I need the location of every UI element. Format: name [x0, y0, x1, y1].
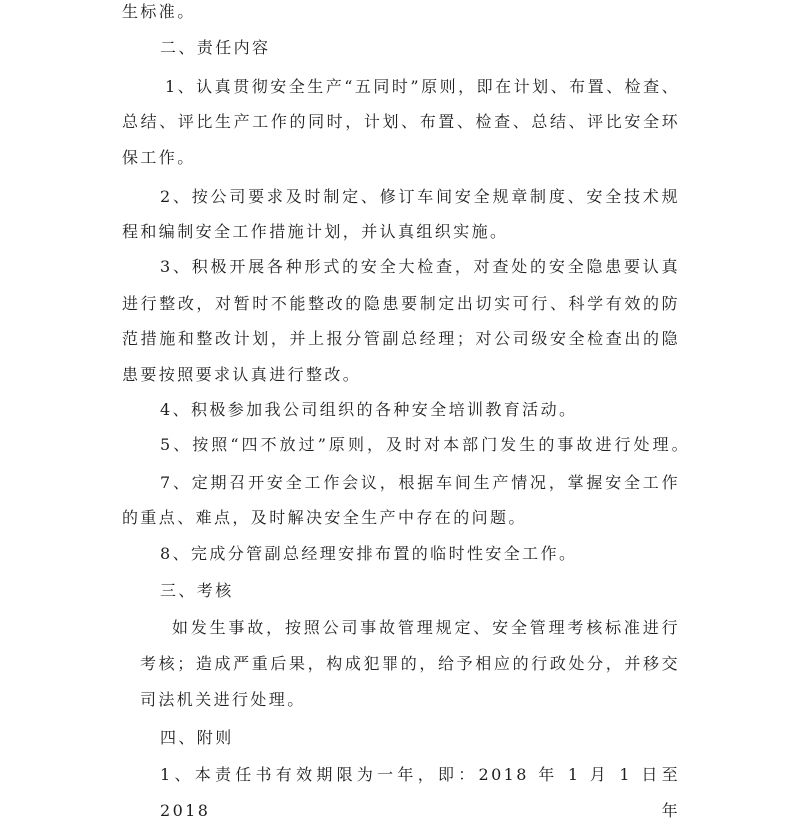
responsibility-item-3-line-1: 3、积极开展各种形式的安全大检查，对查处的安全隐患要认真 — [160, 257, 680, 276]
responsibility-item-1-line-2: 总结、评比生产工作的同时，计划、布置、检查、总结、评比安全环 — [122, 112, 680, 131]
responsibility-item-7-line-1: 7、定期召开安全工作会议，根据车间生产情况，掌握安全工作 — [160, 473, 680, 492]
responsibility-item-1-line-1: 1、认真贯彻安全生产“五同时”原则，即在计划、布置、检查、 — [165, 77, 680, 96]
supplementary-item-1-line-1: 1、本责任书有效期限为一年，即：2018 年 1 月 1 日至 2018 年 — [160, 765, 680, 820]
continuation-line: 生标准。 — [122, 2, 196, 21]
section-heading-responsibilities: 二、责任内容 — [160, 38, 271, 57]
assessment-paragraph-line-3: 司法机关进行处理。 — [140, 690, 306, 709]
responsibility-item-3-line-2: 进行整改，对暂时不能整改的隐患要制定出切实可行、科学有效的防 — [122, 294, 680, 313]
assessment-paragraph-line-1: 如发生事故，按照公司事故管理规定、安全管理考核标准进行 — [172, 618, 680, 637]
responsibility-item-2-line-1: 2、按公司要求及时制定、修订车间安全规章制度、安全技术规 — [160, 187, 680, 206]
responsibility-item-2-line-2: 程和编制安全工作措施计划，并认真组织实施。 — [122, 222, 509, 241]
responsibility-item-7-line-2: 的重点、难点，及时解决安全生产中存在的问题。 — [122, 508, 527, 527]
responsibility-item-3-line-4: 患要按照要求认真进行整改。 — [122, 365, 362, 384]
responsibility-item-8-line-1: 8、完成分管副总经理安排布置的临时性安全工作。 — [160, 544, 578, 563]
section-heading-supplementary: 四、附则 — [160, 728, 234, 747]
responsibility-item-3-line-3: 范措施和整改计划，并上报分管副总经理；对公司级安全检查出的隐 — [122, 329, 680, 348]
section-heading-assessment: 三、考核 — [160, 581, 234, 600]
responsibility-item-1-line-3: 保工作。 — [122, 148, 196, 167]
assessment-paragraph-line-2: 考核；造成严重后果，构成犯罪的，给予相应的行政处分，并移交 — [140, 654, 680, 673]
responsibility-item-4-line-1: 4、积极参加我公司组织的各种安全培训教育活动。 — [160, 400, 578, 419]
responsibility-item-5-line-1: 5、按照“四不放过”原则，及时对本部门发生的事故进行处理。 — [160, 435, 690, 454]
